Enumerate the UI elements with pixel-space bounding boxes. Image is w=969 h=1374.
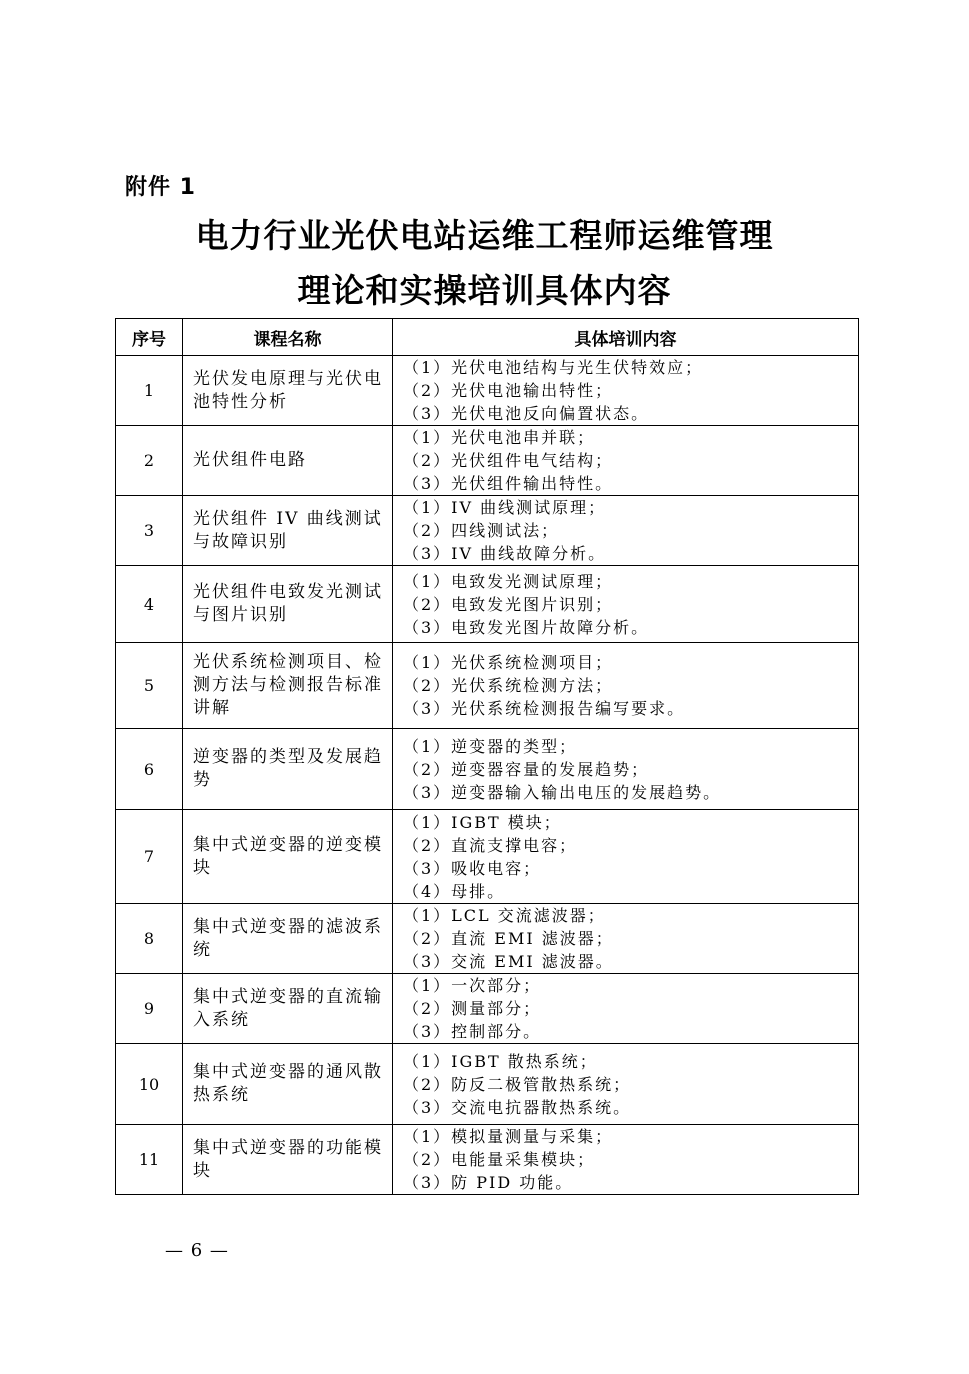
content-item: （3）交流 EMI 滤波器。	[403, 952, 614, 971]
content-item: （2）电致发光图片识别；	[403, 594, 614, 614]
training-content	[393, 904, 859, 974]
page-number: — 6 —	[165, 1240, 229, 1261]
content-item: （2）光伏系统检测方法；	[403, 676, 614, 695]
content-item: （1）IGBT 散热系统；	[403, 1051, 598, 1071]
content-item: （3）逆变器输入输出电压的发展趋势。	[403, 782, 722, 802]
course-name: 集中式逆变器的逆变模块	[183, 810, 393, 904]
content-item: （1）LCL 交流滤波器；	[403, 906, 606, 925]
content-item: （3）光伏组件输出特性。	[403, 474, 614, 493]
table-row	[116, 1125, 859, 1195]
content-item: （2）光伏电池输出特性；	[403, 381, 614, 400]
course-name: 集中式逆变器的通风散热系统	[183, 1044, 393, 1125]
content-item: （1）IV 曲线测试原理；	[403, 498, 607, 517]
table-row	[116, 566, 859, 643]
content-item: （3）IV 曲线故障分析。	[403, 544, 607, 563]
content-item: （2）四线测试法；	[403, 521, 560, 540]
content-item: （2）防反二极管散热系统；	[403, 1074, 632, 1094]
content-item: （3）光伏电池反向偏置状态。	[403, 404, 650, 423]
table-row	[116, 1044, 859, 1125]
course-name: 光伏发电原理与光伏电池特性分析	[183, 356, 393, 426]
course-name: 集中式逆变器的直流输入系统	[183, 974, 393, 1044]
content-item: （3）电致发光图片故障分析。	[403, 617, 650, 637]
content-item: （3）吸收电容；	[403, 858, 542, 878]
content-item: （2）电能量采集模块；	[403, 1150, 596, 1169]
course-name: 光伏组件电致发光测试与图片识别	[183, 566, 393, 643]
document-title-line-2: 理论和实操培训具体内容	[297, 271, 672, 310]
content-item: （1）电致发光测试原理；	[403, 571, 614, 591]
row-number: 1	[116, 356, 183, 426]
content-item: （2）逆变器容量的发展趋势；	[403, 759, 650, 779]
header-no: 序号	[116, 319, 183, 356]
table-row	[116, 974, 859, 1044]
training-content	[393, 566, 859, 643]
row-number: 6	[116, 729, 183, 810]
content-item: （2）光伏组件电气结构；	[403, 451, 614, 470]
attachment-label: 附件 1	[125, 175, 196, 200]
row-number: 8	[116, 904, 183, 974]
table-row	[116, 496, 859, 566]
content-item: （3）交流电抗器散热系统。	[403, 1097, 632, 1117]
table-row	[116, 426, 859, 496]
course-name: 集中式逆变器的滤波系统	[183, 904, 393, 974]
document-title-line-1: 电力行业光伏电站运维工程师运维管理	[195, 216, 774, 255]
table-row	[116, 729, 859, 810]
course-name: 集中式逆变器的功能模块	[183, 1125, 393, 1195]
content-item: （2）直流支撑电容；	[403, 835, 578, 855]
training-content	[393, 643, 859, 729]
table-row	[116, 643, 859, 729]
table-row	[116, 904, 859, 974]
header-content: 具体培训内容	[393, 319, 859, 356]
content-item: （1）模拟量测量与采集；	[403, 1127, 614, 1146]
training-content	[393, 810, 859, 904]
row-number: 2	[116, 426, 183, 496]
table-header-row	[116, 319, 859, 356]
course-name: 逆变器的类型及发展趋势	[183, 729, 393, 810]
course-name: 光伏系统检测项目、检测方法与检测报告标准讲解	[183, 643, 393, 729]
course-name: 光伏组件电路	[183, 426, 393, 496]
content-item: （3）控制部分。	[403, 1022, 542, 1041]
content-item: （1）光伏系统检测项目；	[403, 653, 614, 672]
course-name: 光伏组件 IV 曲线测试与故障识别	[183, 496, 393, 566]
training-content	[393, 974, 859, 1044]
row-number: 10	[116, 1044, 183, 1125]
content-item: （4）母排。	[403, 881, 506, 901]
row-number: 7	[116, 810, 183, 904]
content-item: （1）IGBT 模块；	[403, 812, 562, 832]
header-course: 课程名称	[183, 319, 393, 356]
row-number: 9	[116, 974, 183, 1044]
table-row	[116, 810, 859, 904]
content-item: （1）光伏电池串并联；	[403, 428, 596, 447]
content-item: （3）光伏系统检测报告编写要求。	[403, 699, 686, 718]
training-content-table	[115, 318, 859, 1195]
training-content	[393, 1044, 859, 1125]
content-item: （1）光伏电池结构与光生伏特效应；	[403, 358, 704, 377]
content-item: （2）直流 EMI 滤波器；	[403, 929, 614, 948]
row-number: 4	[116, 566, 183, 643]
training-content	[393, 496, 859, 566]
content-item: （1）一次部分；	[403, 976, 542, 995]
content-item: （3）防 PID 功能。	[403, 1173, 574, 1192]
training-content	[393, 356, 859, 426]
table-row	[116, 356, 859, 426]
content-item: （1）逆变器的类型；	[403, 736, 578, 756]
row-number: 11	[116, 1125, 183, 1195]
training-content	[393, 1125, 859, 1195]
training-content	[393, 426, 859, 496]
content-item: （2）测量部分；	[403, 999, 542, 1018]
row-number: 5	[116, 643, 183, 729]
training-content	[393, 729, 859, 810]
row-number: 3	[116, 496, 183, 566]
